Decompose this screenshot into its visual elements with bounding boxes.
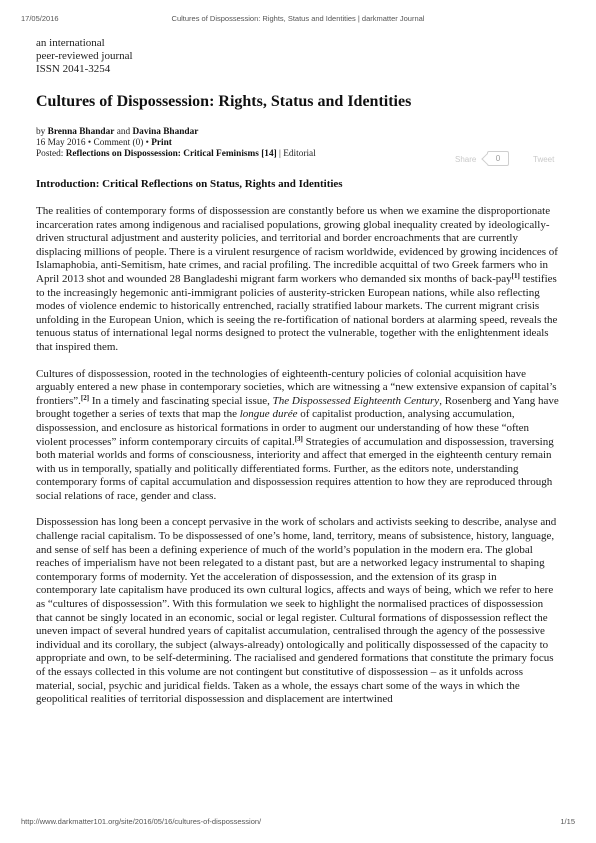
footnote-link-1[interactable]: [1] (511, 271, 520, 280)
paragraph-1-text-b: testifies to the increasingly hegemonic anti-immigrant policies of austerity-stricken European nations, while also reflecting modes of violence endemic to historically entrenched, racially stratified labour markets. The current migrant crisis unfolding in the European Union, which is seeing the re-fortification of national borders at alarming speed, reveals the tenuous status of international legal norms designed to protect the vulnerable, together with the enlightenment ideals that inspired them. (36, 272, 558, 353)
paragraph-2-text-a: Cultures of dispossession, rooted in the technologies of eighteenth-century policies of colonial acquisition have arguably entered a new phase in contemporary societies, which are witnessing a “new extensive expansion of capital’s frontiers”. (36, 367, 557, 407)
print-link[interactable]: Print (151, 138, 172, 148)
date-line: 16 May 2016 • Comment (0) • Print (36, 138, 172, 148)
paragraph-1-text-a: The realities of contemporary forms of dispossession are constantly before us when we examine the disproportionate incarceration rates among indigenous and racialised populations, growing global inequality created by ideologically-driven structural adjustment and austerity policies, and territorial and border encroachments that are currently displacing millions of people. There is a virulent resurgence of racism worldwide, evidenced by growing incidences of Islamaphobia, anti-Semitism, hate crimes, and racial profiling. The incredible acquittal of two Greek farmers who in April 2013 shot and wounded 28 Bangladeshi migrant farm workers who demanded six months of back-pay (36, 205, 558, 285)
tweet-button[interactable]: Tweet (533, 155, 555, 164)
comment-link[interactable]: Comment (0) (93, 138, 144, 148)
article-meta (36, 127, 316, 160)
paragraph-2-text-d: of capitalist production, analysing accumulation, dispossession, and enclosure as historical formations in order to augment our understanding of how these “often violent processes” inform contemporary circuits of capital. (36, 408, 530, 448)
masthead-line-1: an international (36, 37, 105, 49)
and-label: and (116, 127, 131, 137)
paragraph-2-text-e: Strategies of accumulation and dispossession, traversing both material worlds and forms of consciousness, interiority and affect that emerged in the eighteenth century remain with us in temporally, spatially and politically differentiated forms. Further, as the editors note, understanding contemporary forms of capital accumulation and dispossession requires attention to how they are reproduced through social relations of race, gender and class. (36, 435, 554, 502)
posted-label: Posted: (36, 149, 64, 159)
share-widget (455, 151, 565, 167)
longue-duree-term: longue durée (239, 408, 298, 421)
paragraph-1 (36, 205, 560, 355)
by-label: by (36, 127, 46, 137)
share-count: 0 (487, 151, 509, 166)
journal-issue-title: The Dispossessed Eighteenth Century (272, 394, 440, 407)
byline (36, 127, 316, 138)
paragraph-2 (36, 368, 560, 504)
print-header (21, 14, 575, 26)
masthead-issn: ISSN 2041-3254 (36, 63, 111, 75)
footnote-link-3[interactable]: [3] (294, 434, 303, 443)
posted-line: Posted: Reflections on Dispossession: Critical Feminisms [14] | Editorial (36, 149, 316, 159)
publish-date: 16 May 2016 (36, 138, 86, 148)
posted-section-link[interactable]: Reflections on Dispossession: Critical Feminisms [14] (65, 149, 277, 159)
masthead-line-2: peer-reviewed journal (36, 50, 133, 62)
article-title: Cultures of Dispossession: Rights, Status and Identities (36, 93, 412, 110)
print-footer (21, 817, 575, 829)
paragraph-2-text-b: In a timely and fascinating special issue, (89, 394, 273, 407)
section-heading: Introduction: Critical Reflections on Status, Rights and Identities (36, 178, 343, 190)
share-button[interactable]: Share (455, 155, 477, 164)
journal-masthead (36, 37, 133, 76)
print-page-title: Cultures of Dispossession: Rights, Status and Identities | darkmatter Journal (171, 14, 425, 23)
article-body (36, 205, 560, 720)
print-url: http://www.darkmatter101.org/site/2016/05/16/cultures-of-dispossession/ (21, 817, 262, 826)
page-number: 1/15 (560, 817, 575, 826)
author-link-1[interactable]: Brenna Bhandar (47, 127, 115, 137)
posted-category-link[interactable]: Editorial (283, 149, 316, 159)
footnote-link-2[interactable]: [2] (80, 393, 90, 402)
paragraph-2-text-c: , Rosenberg and Yang have brought together a series of texts that map the (36, 394, 559, 421)
paragraph-3: Dispossession has long been a concept pervasive in the work of scholars and activists seeking to describe, analyse and challenge racial capitalism. To be dispossessed of one’s home, land, territory, means of subsistence, history, language, and sense of self has been a defining experience of much of the world’s population in the modern era. The global reaches of imperialism have not been relegated to a distant past, but are a networked legacy instrumental to shaping contemporary forms of modernity. Yet the acceleration of dispossession, and the extension of its grasp in contemporary late capitalism have produced its own cultural logics, affects and ways of being, which we refer to here as “cultures of dispossession”. With this formulation we seek to highlight the normalised practices of dispossession that cannot be singly located in an economic, social or legal register. Cultural formations of dispossession reflect the uneven impact of several hundred years of capitalist accumulation, centralised through the agency of the possessive individual and its corollary, the subject (always-already) ontologically and politically dispossessed of the capacity to appropriate and own, to be self-determining. The racialised and gendered formations that constitute the primary focus of the essays collected in this volume are not contingent but constitutive of dispossession – as it unfolds across material, social, psychic and juridical fields. Taken as a whole, the essays chart some of the ways in which the geopolitical realities of territorial dispossession and displacement are intertwined (36, 516, 557, 706)
author-link-2[interactable]: Davina Bhandar (132, 127, 199, 137)
print-date: 17/05/2016 (21, 14, 59, 23)
